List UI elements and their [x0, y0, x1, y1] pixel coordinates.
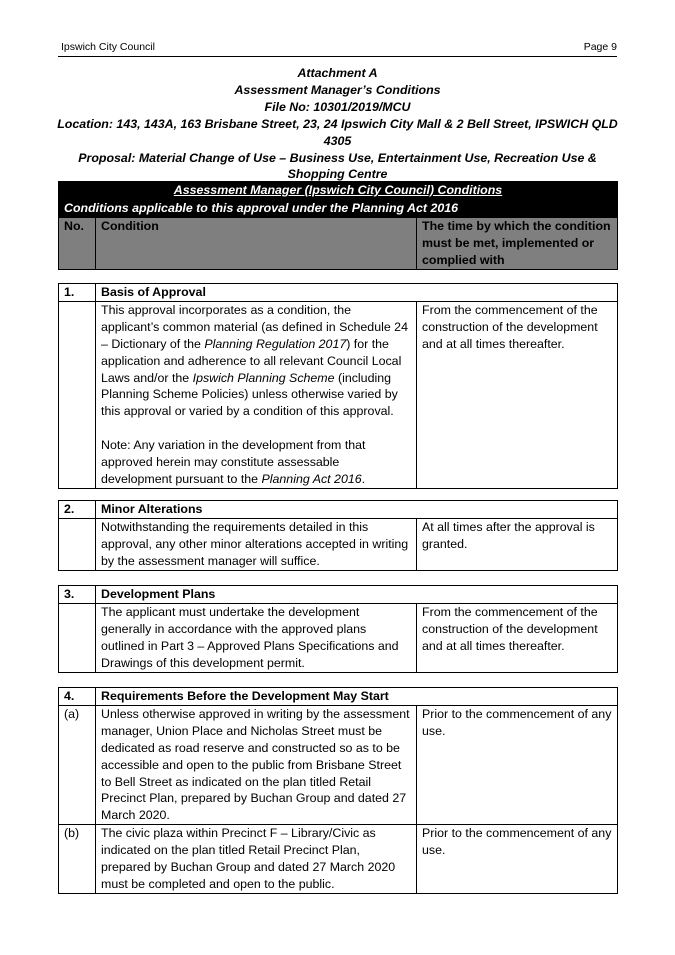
page-header: [61, 39, 617, 56]
file-number: File No: 10301/2019/MCU: [264, 99, 411, 114]
condition-4-table: [58, 687, 618, 894]
conditions-title: Assessment Manager’s Conditions: [234, 82, 441, 97]
condition-note: Note: Any variation in the development from that approved herein may constitute assessable development pursuant to the Planning Act 2016.: [101, 438, 366, 486]
table-subtitle: Conditions applicable to this approval under the Planning Act 2016: [59, 199, 618, 217]
condition-number: 3.: [59, 586, 96, 604]
condition-text: Notwithstanding the requirements detailed in this approval, any other minor alterations accepted in writing by the assessment manager will suffice.: [96, 518, 417, 570]
condition-heading: Requirements Before the Development May Start: [96, 688, 618, 706]
condition-timing: At all times after the approval is granted.: [417, 518, 618, 570]
column-header-condition: Condition: [96, 217, 417, 269]
condition-timing: Prior to the commencement of any use.: [417, 825, 618, 894]
page-number: Page 9: [583, 41, 617, 53]
organisation-name: Ipswich City Council: [61, 41, 155, 53]
condition-heading: Minor Alterations: [96, 501, 618, 519]
condition-timing: Prior to the commencement of any use.: [417, 705, 618, 824]
condition-timing: From the commencement of the construction of the development and at all times thereafter.: [417, 603, 618, 672]
conditions-header-table: [58, 181, 618, 270]
header-rule: [58, 56, 617, 57]
condition-timing: From the commencement of the construction of the development and at all times thereafter.: [417, 301, 618, 488]
condition-text: The applicant must undertake the development generally in accordance with the approved plans outlined in Part 3 – Approved Plans Specifications and Drawings of this development permit.: [96, 603, 417, 672]
condition-number: 1.: [59, 284, 96, 302]
condition-3-table: [58, 585, 618, 673]
attachment-title: Attachment A: [297, 66, 378, 80]
proposal-line: Proposal: Material Change of Use – Business Use, Entertainment Use, Recreation Use & Shopping Centre: [78, 150, 597, 182]
column-header-time: The time by which the condition must be met, implemented or complied with: [417, 217, 618, 269]
table-title: Assessment Manager (Ipswich City Council) Conditions: [59, 182, 618, 200]
sub-condition-label: (a): [59, 705, 96, 824]
column-header-no: No.: [59, 217, 96, 269]
sub-condition-label: (b): [59, 825, 96, 894]
condition-text: This approval incorporates as a condition, the applicant’s common material (as defined in Schedule 24 – Dictionary of the Planning Regulation 2017) for the application and adherence to all relevant Council Local Laws and/or the Ipswich Planning Scheme (including Planning Scheme Policies) unless otherwise varied by this approval or varied by a condition of this approval. Note: Any variation in the development from that approved herein may constitute assessable development pursuant to the Planning Act 2016.: [96, 301, 417, 488]
condition-heading: Basis of Approval: [96, 284, 618, 302]
condition-number: 4.: [59, 688, 96, 706]
condition-number: 2.: [59, 501, 96, 519]
condition-1-table: [58, 283, 618, 489]
condition-heading: Development Plans: [96, 586, 618, 604]
document-titles: [58, 65, 617, 183]
condition-2-table: [58, 500, 618, 571]
condition-text: Unless otherwise approved in writing by the assessment manager, Union Place and Nicholas Street must be dedicated as road reserve and constructed so as to be accessible and open to the public from Brisbane Street to Bell Street as indicated on the plan titled Retail Precinct Plan, prepared by Buchan Group and dated 27 March 2020.: [96, 705, 417, 824]
condition-text: The civic plaza within Precinct F – Library/Civic as indicated on the plan titled Retail Precinct Plan, prepared by Buchan Group and dated 27 March 2020 must be completed and open to the public.: [96, 825, 417, 894]
location-line: Location: 143, 143A, 163 Brisbane Street, 23, 24 Ipswich City Mall & 2 Bell Street, IPSWICH QLD 4305: [57, 116, 618, 148]
